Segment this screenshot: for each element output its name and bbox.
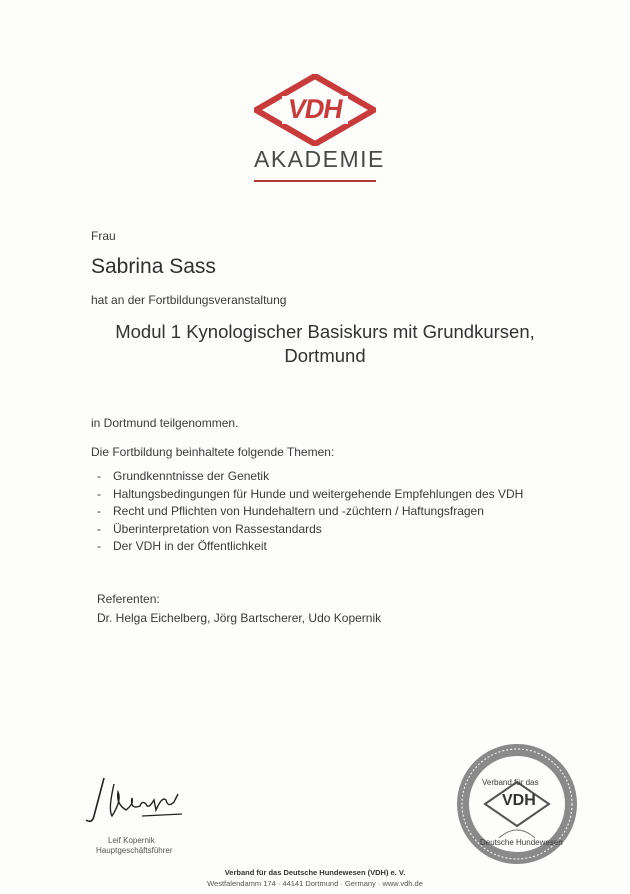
referents-label: Referenten: [97, 592, 160, 606]
salutation: Frau [91, 229, 116, 243]
intro-text: hat an der Fortbildungsveranstaltung [91, 293, 287, 307]
signer-title: Hauptgeschäftsführer [96, 846, 173, 855]
course-title-line-1: Modul 1 Kynologischer Basiskurs mit Grundkursen, [115, 321, 535, 342]
handwritten-signature [82, 770, 192, 830]
list-item: - Grundkenntnisse der Genetik [97, 469, 270, 483]
list-item: - Recht und Pflichten von Hundehaltern und -züchtern / Haftungsfragen [97, 504, 484, 518]
themes-intro: Die Fortbildung beinhaltete folgende Themen: [91, 445, 335, 459]
list-item: - Der VDH in der Öffentlichkeit [97, 539, 267, 553]
list-item: - Überinterpretation von Rassestandards [97, 521, 322, 536]
logo-text: VDH [285, 94, 345, 124]
title-underline [254, 180, 376, 182]
seal-center-text: VDH [502, 792, 536, 809]
referents-names: Dr. Helga Eichelberg, Jörg Bartscherer, Udo Kopernik [97, 611, 382, 625]
akademie-title: AKADEMIE [254, 146, 385, 172]
course-title-line-2: Dortmund [284, 345, 366, 366]
seal-bottom-text: Deutsche Hundewesen [480, 838, 563, 847]
recipient-name: Sabrina Sass [91, 255, 216, 278]
topics-list [91, 468, 551, 556]
signer-name: Leif Kopernik [108, 836, 155, 845]
seal-top-text: Verband für das [482, 778, 539, 787]
place-text: in Dortmund teilgenommen. [91, 416, 239, 430]
footer-organization: Verband für das Deutsche Hundewesen (VDH) e. V. [224, 868, 406, 877]
course-title [60, 320, 590, 368]
list-item: - Haltungsbedingungen für Hunde und weitergehende Empfehlungen des VDH [97, 486, 524, 501]
footer-address: Westfalendamm 174 · 44141 Dortmund · Germany · www.vdh.de [207, 879, 423, 888]
